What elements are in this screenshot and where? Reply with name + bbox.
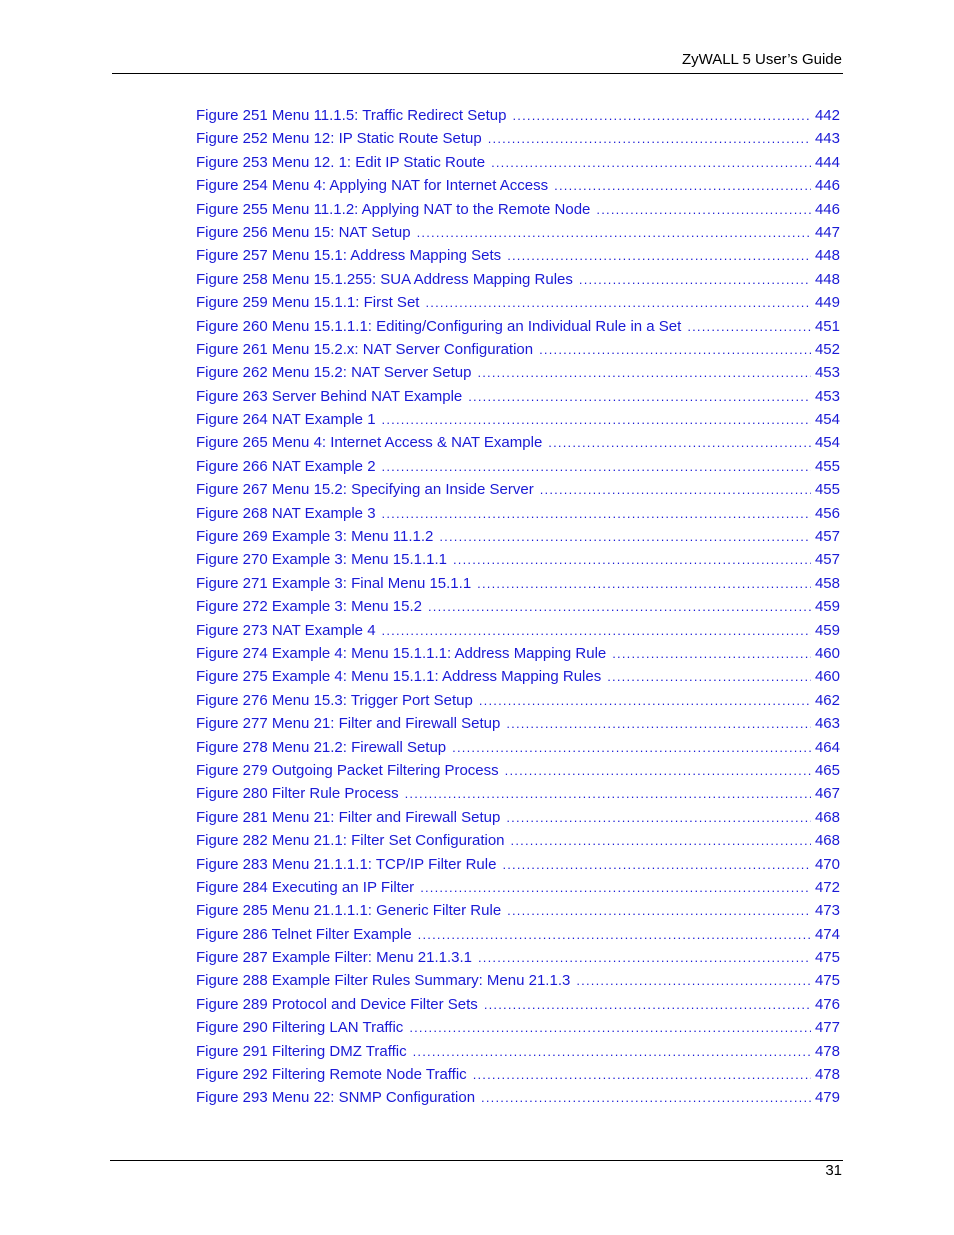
dot-leader xyxy=(452,738,811,758)
toc-entry-label: Figure 268 NAT Example 3 xyxy=(196,504,376,522)
dot-leader xyxy=(502,855,811,875)
toc-entry-page-number: 446 xyxy=(814,177,840,195)
toc-entry-page-number: 478 xyxy=(814,1066,840,1084)
dot-leader xyxy=(382,410,811,430)
toc-entry-link[interactable] xyxy=(196,1018,840,1041)
dot-leader xyxy=(540,480,811,500)
toc-entry-link[interactable] xyxy=(196,387,840,410)
toc-entry-page-number: 465 xyxy=(814,761,840,779)
toc-entry-label: Figure 265 Menu 4: Internet Access & NAT Example xyxy=(196,434,543,452)
dot-leader xyxy=(417,223,811,243)
toc-entry-label: Figure 288 Example Filter Rules Summary: Menu 21.1.3 xyxy=(196,972,571,990)
toc-entry-link[interactable] xyxy=(196,644,840,667)
toc-entry-label: Figure 292 Filtering Remote Node Traffic xyxy=(196,1066,467,1084)
toc-entry-link[interactable] xyxy=(196,550,840,573)
toc-entry-label: Figure 264 NAT Example 1 xyxy=(196,411,376,429)
toc-entry-link[interactable] xyxy=(196,1088,840,1111)
toc-entry-link[interactable] xyxy=(196,995,840,1018)
toc-entry-link[interactable] xyxy=(196,808,840,831)
toc-entry-link[interactable] xyxy=(196,153,840,176)
toc-entry-link[interactable] xyxy=(196,270,840,293)
toc-entry-page-number: 454 xyxy=(814,434,840,452)
dot-leader xyxy=(488,129,811,149)
dot-leader xyxy=(418,925,811,945)
toc-entry-page-number: 462 xyxy=(814,691,840,709)
toc-entry-label: Figure 278 Menu 21.2: Firewall Setup xyxy=(196,738,447,756)
toc-entry-label: Figure 293 Menu 22: SNMP Configuration xyxy=(196,1089,476,1107)
toc-entry-link[interactable] xyxy=(196,761,840,784)
toc-entry-label: Figure 274 Example 4: Menu 15.1.1.1: Address Mapping Rule xyxy=(196,644,607,662)
dot-leader xyxy=(477,363,811,383)
toc-entry-page-number: 473 xyxy=(814,902,840,920)
toc-entry-label: Figure 253 Menu 12. 1: Edit IP Static Route xyxy=(196,153,486,171)
toc-entry-label: Figure 287 Example Filter: Menu 21.1.3.1 xyxy=(196,949,472,967)
dot-leader xyxy=(576,971,811,991)
toc-entry-page-number: 468 xyxy=(814,832,840,850)
toc-entry-page-number: 447 xyxy=(814,223,840,241)
header-divider xyxy=(112,73,843,74)
toc-entry-link[interactable] xyxy=(196,410,840,433)
toc-entry-link[interactable] xyxy=(196,293,840,316)
toc-entry-label: Figure 277 Menu 21: Filter and Firewall Setup xyxy=(196,715,501,733)
dot-leader xyxy=(506,714,811,734)
toc-entry-link[interactable] xyxy=(196,597,840,620)
dot-leader xyxy=(511,831,811,851)
dot-leader xyxy=(491,153,811,173)
dot-leader xyxy=(428,597,811,617)
toc-entry-label: Figure 283 Menu 21.1.1.1: TCP/IP Filter Rule xyxy=(196,855,497,873)
toc-entry-label: Figure 269 Example 3: Menu 11.1.2 xyxy=(196,528,434,546)
toc-entry-page-number: 458 xyxy=(814,574,840,592)
toc-entry-page-number: 457 xyxy=(814,551,840,569)
toc-entry-link[interactable] xyxy=(196,176,840,199)
toc-entry-page-number: 475 xyxy=(814,972,840,990)
toc-entry-label: Figure 258 Menu 15.1.255: SUA Address Mapping Rules xyxy=(196,270,573,288)
toc-entry-page-number: 477 xyxy=(814,1019,840,1037)
toc-entry-page-number: 464 xyxy=(814,738,840,756)
toc-entry-label: Figure 272 Example 3: Menu 15.2 xyxy=(196,598,422,616)
dot-leader xyxy=(479,691,811,711)
toc-entry-link[interactable] xyxy=(196,433,840,456)
toc-entry-label: Figure 266 NAT Example 2 xyxy=(196,457,376,475)
toc-entry-label: Figure 263 Server Behind NAT Example xyxy=(196,387,463,405)
dot-leader xyxy=(506,808,811,828)
toc-entry-label: Figure 279 Outgoing Packet Filtering Process xyxy=(196,761,499,779)
toc-entry-page-number: 460 xyxy=(814,644,840,662)
toc-entry-page-number: 453 xyxy=(814,364,840,382)
toc-entry-link[interactable] xyxy=(196,971,840,994)
toc-entry-page-number: 478 xyxy=(814,1042,840,1060)
toc-entry-page-number: 475 xyxy=(814,949,840,967)
toc-entry-page-number: 459 xyxy=(814,598,840,616)
toc-entry-page-number: 443 xyxy=(814,130,840,148)
dot-leader xyxy=(607,667,811,687)
toc-entry-label: Figure 280 Filter Rule Process xyxy=(196,785,399,803)
toc-entry-link[interactable] xyxy=(196,504,840,527)
toc-entry-label: Figure 286 Telnet Filter Example xyxy=(196,925,412,943)
toc-entry-link[interactable] xyxy=(196,948,840,971)
toc-entry-link[interactable] xyxy=(196,129,840,152)
dot-leader xyxy=(507,901,811,921)
toc-entry-label: Figure 285 Menu 21.1.1.1: Generic Filter Rule xyxy=(196,902,502,920)
dot-leader xyxy=(413,1042,811,1062)
dot-leader xyxy=(596,200,811,220)
footer-divider xyxy=(110,1160,843,1161)
toc-entry-page-number: 476 xyxy=(814,995,840,1013)
toc-entry-link[interactable] xyxy=(196,621,840,644)
toc-entry-link[interactable] xyxy=(196,831,840,854)
toc-entry-label: Figure 282 Menu 21.1: Filter Set Configuration xyxy=(196,832,505,850)
toc-entry-link[interactable] xyxy=(196,363,840,386)
toc-entry-label: Figure 281 Menu 21: Filter and Firewall Setup xyxy=(196,808,501,826)
toc-entry-label: Figure 259 Menu 15.1.1: First Set xyxy=(196,294,420,312)
toc-entry-label: Figure 257 Menu 15.1: Address Mapping Sets xyxy=(196,247,502,265)
toc-entry-label: Figure 291 Filtering DMZ Traffic xyxy=(196,1042,407,1060)
toc-entry-label: Figure 267 Menu 15.2: Specifying an Inside Server xyxy=(196,481,534,499)
toc-entry-page-number: 470 xyxy=(814,855,840,873)
toc-entry-link[interactable] xyxy=(196,574,840,597)
dot-leader xyxy=(468,387,811,407)
dot-leader xyxy=(481,1088,811,1108)
toc-entry-page-number: 467 xyxy=(814,785,840,803)
dot-leader xyxy=(612,644,811,664)
toc-entry-link[interactable] xyxy=(196,457,840,480)
dot-leader xyxy=(382,457,811,477)
document-title: ZyWALL 5 User’s Guide xyxy=(681,51,842,68)
toc-entry-page-number: 453 xyxy=(814,387,840,405)
toc-entry-label: Figure 261 Menu 15.2.x: NAT Server Configuration xyxy=(196,340,534,358)
dot-leader xyxy=(453,550,811,570)
toc-entry-page-number: 474 xyxy=(814,925,840,943)
dot-leader xyxy=(382,504,811,524)
dot-leader xyxy=(539,340,811,360)
toc-entry-link[interactable] xyxy=(196,527,840,550)
dot-leader xyxy=(420,878,811,898)
toc-entry-label: Figure 251 Menu 11.1.5: Traffic Redirect Setup xyxy=(196,107,507,124)
toc-entry-link[interactable] xyxy=(196,1065,840,1088)
toc-entry-page-number: 459 xyxy=(814,621,840,639)
dot-leader xyxy=(687,317,811,337)
toc-entry-page-number: 448 xyxy=(814,270,840,288)
toc-entry-page-number: 446 xyxy=(814,200,840,218)
dot-leader xyxy=(507,246,811,266)
toc-entry-link[interactable] xyxy=(196,246,840,269)
toc-entry-page-number: 455 xyxy=(814,481,840,499)
dot-leader xyxy=(473,1065,811,1085)
toc-entry-page-number: 457 xyxy=(814,528,840,546)
toc-entry-page-number: 468 xyxy=(814,808,840,826)
toc-entry-link[interactable] xyxy=(196,878,840,901)
toc-entry-page-number: 452 xyxy=(814,340,840,358)
toc-entry-link[interactable] xyxy=(196,106,840,129)
toc-entry-link[interactable] xyxy=(196,738,840,761)
toc-entry-page-number: 454 xyxy=(814,411,840,429)
toc-entry-link[interactable] xyxy=(196,480,840,503)
toc-entry-label: Figure 289 Protocol and Device Filter Sets xyxy=(196,995,478,1013)
toc-entry-label: Figure 275 Example 4: Menu 15.1.1: Address Mapping Rules xyxy=(196,668,602,686)
toc-entry-link[interactable] xyxy=(196,691,840,714)
toc-entry-page-number: 448 xyxy=(814,247,840,265)
dot-leader xyxy=(512,106,811,126)
toc-entry-link[interactable] xyxy=(196,200,840,223)
toc-entry-link[interactable] xyxy=(196,1042,840,1065)
toc-entry-label: Figure 254 Menu 4: Applying NAT for Internet Access xyxy=(196,177,549,195)
toc-entry-page-number: 472 xyxy=(814,878,840,896)
dot-leader xyxy=(505,761,811,781)
dot-leader xyxy=(425,293,811,313)
dot-leader xyxy=(382,621,811,641)
dot-leader xyxy=(477,574,811,594)
dot-leader xyxy=(439,527,811,547)
dot-leader xyxy=(579,270,811,290)
page-number: 31 xyxy=(825,1162,842,1179)
toc-entry-link[interactable] xyxy=(196,223,840,246)
dot-leader xyxy=(548,433,811,453)
toc-entry-link[interactable] xyxy=(196,340,840,363)
toc-entry-label: Figure 271 Example 3: Final Menu 15.1.1 xyxy=(196,574,472,592)
toc-entry-link[interactable] xyxy=(196,667,840,690)
toc-entry-label: Figure 256 Menu 15: NAT Setup xyxy=(196,223,411,241)
dot-leader xyxy=(478,948,811,968)
toc-entry-label: Figure 270 Example 3: Menu 15.1.1.1 xyxy=(196,551,447,569)
dot-leader xyxy=(484,995,811,1015)
toc-entry-link[interactable] xyxy=(196,317,840,340)
toc-entry-page-number: 444 xyxy=(814,153,840,171)
list-of-figures xyxy=(196,106,840,1112)
dot-leader xyxy=(405,784,811,804)
toc-entry-page-number: 460 xyxy=(814,668,840,686)
toc-entry-label: Figure 276 Menu 15.3: Trigger Port Setup xyxy=(196,691,473,709)
toc-entry-link[interactable] xyxy=(196,925,840,948)
toc-entry-page-number: 456 xyxy=(814,504,840,522)
toc-entry-label: Figure 262 Menu 15.2: NAT Server Setup xyxy=(196,364,472,382)
toc-entry-label: Figure 273 NAT Example 4 xyxy=(196,621,376,639)
toc-entry-link[interactable] xyxy=(196,714,840,737)
dot-leader xyxy=(554,176,811,196)
toc-entry-label: Figure 255 Menu 11.1.2: Applying NAT to the Remote Node xyxy=(196,200,591,218)
toc-entry-link[interactable] xyxy=(196,855,840,878)
toc-entry-label: Figure 290 Filtering LAN Traffic xyxy=(196,1019,404,1037)
toc-entry-page-number: 455 xyxy=(814,457,840,475)
toc-entry-page-number: 463 xyxy=(814,715,840,733)
toc-entry-link[interactable] xyxy=(196,901,840,924)
toc-entry-label: Figure 260 Menu 15.1.1.1: Editing/Configuring an Individual Rule in a Set xyxy=(196,317,682,335)
toc-entry-page-number: 449 xyxy=(814,294,840,312)
toc-entry-link[interactable] xyxy=(196,784,840,807)
dot-leader xyxy=(409,1018,811,1038)
toc-entry-page-number: 479 xyxy=(814,1089,840,1107)
toc-entry-label: Figure 284 Executing an IP Filter xyxy=(196,878,415,896)
toc-entry-label: Figure 252 Menu 12: IP Static Route Setup xyxy=(196,130,482,148)
toc-entry-page-number: 451 xyxy=(814,317,840,335)
toc-entry-page-number: 442 xyxy=(814,107,840,124)
